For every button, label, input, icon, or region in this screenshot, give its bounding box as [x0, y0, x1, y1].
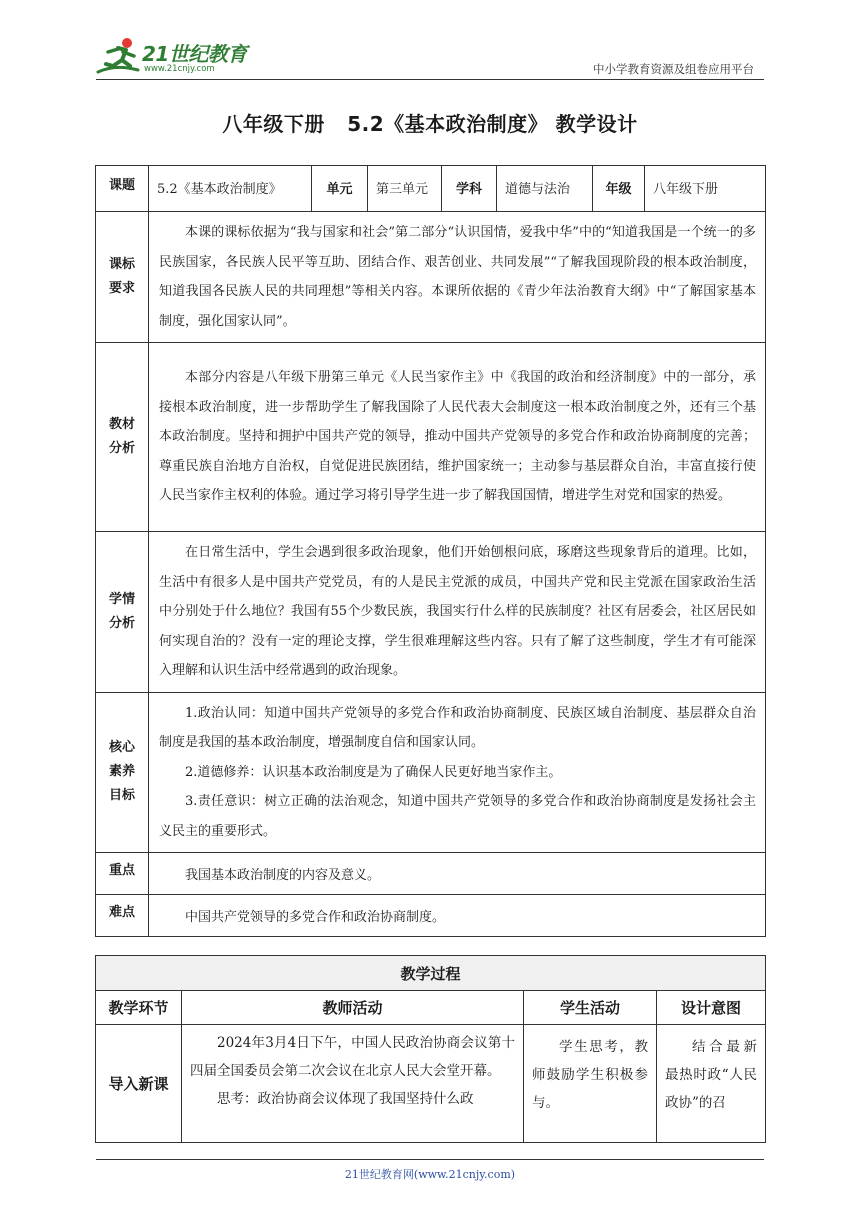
- topic-value: 5.2《基本政治制度》: [149, 166, 312, 212]
- student-activity-cell: [524, 1025, 657, 1143]
- section-content: [149, 212, 766, 343]
- section-content: [149, 343, 766, 532]
- paragraph: 结合最新最热时政“人民政协”的召: [665, 1039, 757, 1111]
- unit-value: 第三单元: [368, 166, 442, 212]
- paragraph: 1.政治认同：知道中国共产党领导的多党合作和政治协商制度、民族区域自治制度、基层群众自治制度是我国的基本政治制度，增强制度自信和国家认同。: [159, 705, 756, 750]
- platform-name: 中小学教育资源及组卷应用平台: [593, 62, 754, 76]
- paragraph: 本部分内容是八年级下册第三单元《人民当家作主》中《我国的政治和经济制度》中的一部分，承接根本政治制度，进一步帮助学生了解我国除了人民代表大会制度这一根本政治制度之外，还有三个基本政治制度。坚持和拥护中国共产党的领导，推动中国共产党领导的多党合作和政治协商制度的完善；尊重民族自治地方自治权，自觉促进民族团结，维护国家统一；主动参与基层群众自治，丰富直接行使人民当家作主权利的体验。通过学习将引导学生进一步了解我国国情，增进学生对党和国家的热爱。: [159, 370, 756, 504]
- info-header-row: [96, 166, 766, 212]
- section-row: [96, 343, 766, 532]
- column-header-student: 学生活动: [524, 991, 657, 1025]
- logo-url: www.21cnjy.com: [144, 64, 215, 74]
- process-title-row: [96, 956, 766, 991]
- section-row: [96, 692, 766, 853]
- paragraph: 思考：政治协商会议体现了我国坚持什么政: [217, 1091, 474, 1107]
- process-row: [96, 1025, 766, 1143]
- section-content: [149, 692, 766, 853]
- column-header-intent: 设计意图: [657, 991, 766, 1025]
- section-label: 教材 分析: [96, 343, 149, 532]
- section-label: 重点: [96, 853, 149, 895]
- section-label: 难点: [96, 895, 149, 937]
- stage-cell: 导入新课: [96, 1025, 182, 1143]
- subject-value: 道德与法治: [497, 166, 593, 212]
- paragraph: 在日常生活中，学生会遇到很多政治现象，他们开始刨根问底，琢磨这些现象背后的道理。比如，生活中有很多人是中国共产党党员，有的人是民主党派的成员，中国共产党和民主党派在国家政治生活中分别处于什么地位？我国有55个少数民族，我国实行什么样的民族制度？社区有居委会，社区居民如何实现自治的？没有一定的理论支撑，学生很难理解这些内容。只有了解了这些制度，学生才有可能深入理解和认识生活中经常遇到的政治现象。: [159, 545, 756, 678]
- paragraph: 2024年3月4日下午，中国人民政治协商会议第十四届全国委员会第二次会议在北京人民大会堂开幕。: [190, 1035, 515, 1079]
- section-label: 课标 要求: [96, 212, 149, 343]
- teacher-activity-cell: [182, 1025, 524, 1143]
- unit-label: 单元: [312, 166, 368, 212]
- runner-logo-icon: [96, 36, 140, 76]
- lesson-info-table: [95, 165, 766, 937]
- section-label: 学情 分析: [96, 532, 149, 693]
- column-header-teacher: 教师活动: [182, 991, 524, 1025]
- grade-value: 八年级下册: [645, 166, 766, 212]
- paragraph: 2.道德修养：认识基本政治制度是为了确保人民更好地当家作主。: [185, 764, 562, 780]
- subject-label: 学科: [442, 166, 497, 212]
- column-header-stage: 教学环节: [96, 991, 182, 1025]
- section-row: [96, 853, 766, 895]
- process-title: 教学过程: [96, 956, 766, 991]
- footer-divider: [96, 1159, 764, 1160]
- section-row: [96, 212, 766, 343]
- paragraph: 学生思考，教师鼓励学生积极参与。: [532, 1039, 648, 1111]
- paragraph: 我国基本政治制度的内容及意义。: [185, 868, 381, 883]
- paragraph: 中国共产党领导的多党合作和政治协商制度。: [185, 910, 446, 925]
- section-content: [149, 895, 766, 937]
- design-intent-cell: [657, 1025, 766, 1143]
- topic-label: 课题: [96, 166, 149, 212]
- paragraph: 本课的课标依据为“我与国家和社会”第二部分“认识国情，爱我中华”中的“知道我国是一个统一的多民族国家，各民族人民平等互助、团结合作、艰苦创业、共同发展”“了解我国现阶段的根本政治制度，知道我国各民族人民的共同理想”等相关内容。本课所依据的《青少年法治教育大纲》中“了解国家基本制度，强化国家认同”。: [159, 225, 756, 329]
- header-divider: [96, 79, 764, 80]
- document-title: 八年级下册 5.2《基本政治制度》 教学设计: [222, 112, 638, 136]
- section-row: [96, 532, 766, 693]
- section-row: [96, 895, 766, 937]
- paragraph: 3.责任意识：树立正确的法治观念，知道中国共产党领导的多党合作和政治协商制度是发扬社会主义民主的重要形式。: [159, 794, 756, 839]
- site-logo: [96, 36, 256, 78]
- process-columns-row: [96, 991, 766, 1025]
- teaching-process-table: [95, 955, 766, 1143]
- section-content: [149, 532, 766, 693]
- section-content: [149, 853, 766, 895]
- logo-text: 21世纪教育: [142, 42, 247, 66]
- grade-label: 年级: [593, 166, 645, 212]
- footer-link[interactable]: 21世纪教育网(www.21cnjy.com): [344, 1168, 516, 1181]
- section-label: 核心 素养 目标: [96, 692, 149, 853]
